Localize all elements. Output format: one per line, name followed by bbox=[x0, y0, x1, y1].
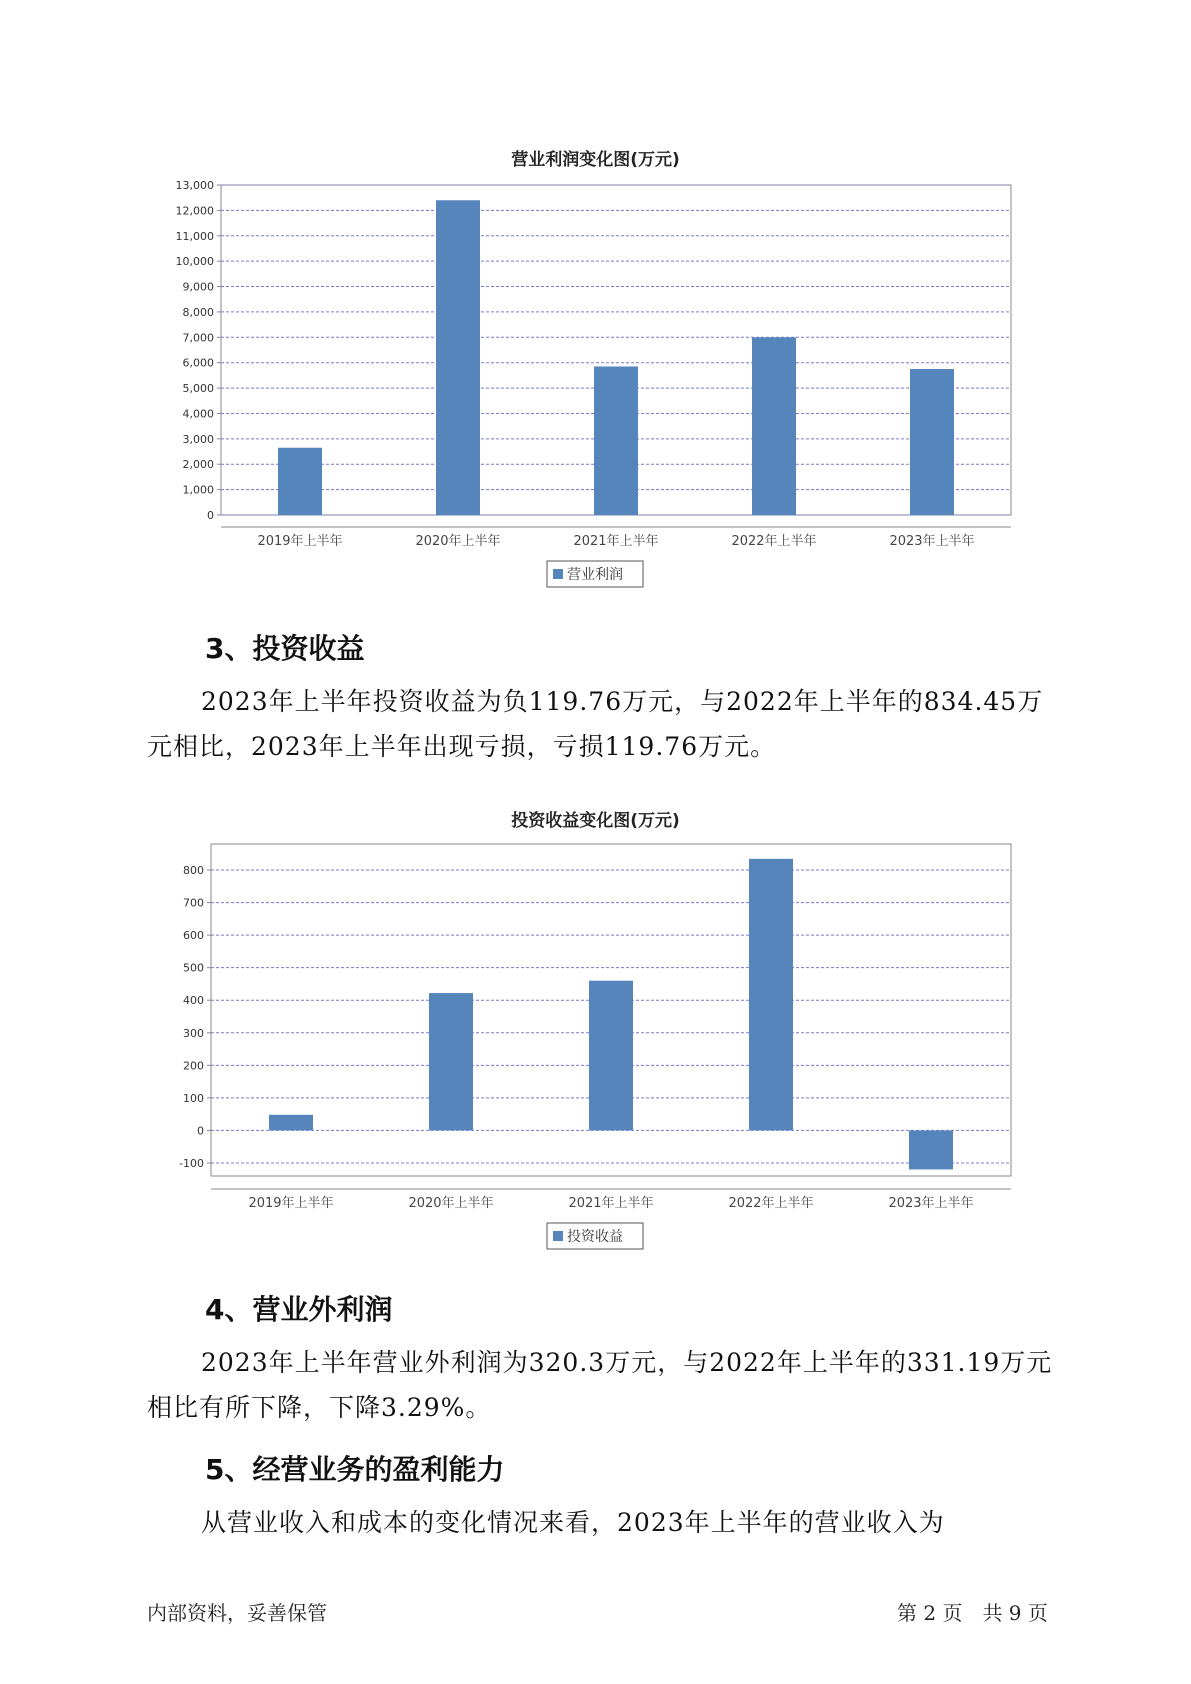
y-tick-label: 1,000 bbox=[182, 483, 214, 497]
chart2-title: 投资收益变化图(万元) bbox=[511, 811, 680, 831]
bar bbox=[278, 448, 322, 515]
chart1-operating-profit bbox=[0, 170, 1191, 590]
x-tick-label: 2021年上半年 bbox=[573, 534, 659, 549]
y-tick-label: 8,000 bbox=[182, 305, 214, 319]
section3-paragraph: 2023年上半年投资收益为负119.76万元，与2022年上半年的834.45万元相比，2023年上半年出现亏损，亏损119.76万元。 bbox=[147, 687, 1044, 761]
y-tick-label: 400 bbox=[183, 994, 204, 1008]
x-tick-label: 2023年上半年 bbox=[888, 1196, 974, 1211]
y-tick-label: 0 bbox=[207, 509, 214, 522]
legend-swatch bbox=[553, 569, 563, 579]
y-tick-label: -100 bbox=[179, 1156, 204, 1170]
y-tick-label: 300 bbox=[183, 1026, 204, 1040]
y-tick-label: 100 bbox=[183, 1091, 204, 1105]
bar bbox=[436, 200, 480, 515]
y-tick-label: 800 bbox=[183, 864, 204, 878]
x-tick-label: 2023年上半年 bbox=[889, 534, 975, 549]
y-tick-label: 3,000 bbox=[182, 432, 214, 446]
section4-paragraph: 2023年上半年营业外利润为320.3万元，与2022年上半年的331.19万元相比有所下降，下降3.29%。 bbox=[147, 1348, 1053, 1422]
y-tick-label: 9,000 bbox=[182, 280, 214, 294]
y-tick-label: 600 bbox=[183, 929, 204, 943]
bar bbox=[910, 369, 954, 515]
y-tick-label: 12,000 bbox=[175, 204, 214, 218]
x-tick-label: 2022年上半年 bbox=[731, 534, 817, 549]
footer-page-number: 第 2 页 共 9 页 bbox=[897, 1601, 1048, 1625]
legend-label: 投资收益 bbox=[567, 1229, 623, 1245]
x-tick-label: 2019年上半年 bbox=[257, 534, 343, 549]
section3-heading: 3、投资收益 bbox=[205, 632, 365, 665]
y-tick-label: 200 bbox=[183, 1059, 204, 1073]
section4-heading: 4、营业外利润 bbox=[205, 1293, 393, 1326]
x-tick-label: 2019年上半年 bbox=[248, 1196, 334, 1211]
bar bbox=[749, 859, 793, 1131]
bar bbox=[909, 1130, 953, 1169]
y-tick-label: 4,000 bbox=[182, 407, 214, 421]
x-tick-label: 2022年上半年 bbox=[728, 1196, 814, 1211]
chart1-title: 营业利润变化图(万元) bbox=[511, 150, 680, 170]
x-tick-label: 2020年上半年 bbox=[415, 534, 501, 549]
section5-heading: 5、经营业务的盈利能力 bbox=[205, 1453, 505, 1486]
bar bbox=[429, 993, 473, 1130]
y-tick-label: 13,000 bbox=[175, 179, 214, 192]
y-tick-label: 700 bbox=[183, 896, 204, 910]
y-tick-label: 5,000 bbox=[182, 382, 214, 396]
footer-confidential-note: 内部资料，妥善保管 bbox=[147, 1601, 327, 1625]
legend-swatch bbox=[553, 1231, 563, 1241]
y-tick-label: 7,000 bbox=[182, 331, 214, 345]
section5-paragraph: 从营业收入和成本的变化情况来看，2023年上半年的营业收入为 bbox=[201, 1508, 945, 1537]
bar bbox=[594, 367, 638, 516]
y-tick-label: 0 bbox=[197, 1124, 204, 1138]
y-tick-label: 6,000 bbox=[182, 356, 214, 370]
x-tick-label: 2021年上半年 bbox=[568, 1196, 654, 1211]
y-tick-label: 500 bbox=[183, 961, 204, 975]
bar bbox=[269, 1115, 313, 1131]
y-tick-label: 2,000 bbox=[182, 458, 214, 472]
x-tick-label: 2020年上半年 bbox=[408, 1196, 494, 1211]
y-tick-label: 11,000 bbox=[175, 229, 214, 243]
legend-label: 营业利润 bbox=[567, 567, 623, 583]
bar bbox=[752, 337, 796, 515]
y-tick-label: 10,000 bbox=[175, 255, 214, 269]
bar bbox=[589, 981, 633, 1131]
chart2-investment-income bbox=[0, 833, 1191, 1253]
